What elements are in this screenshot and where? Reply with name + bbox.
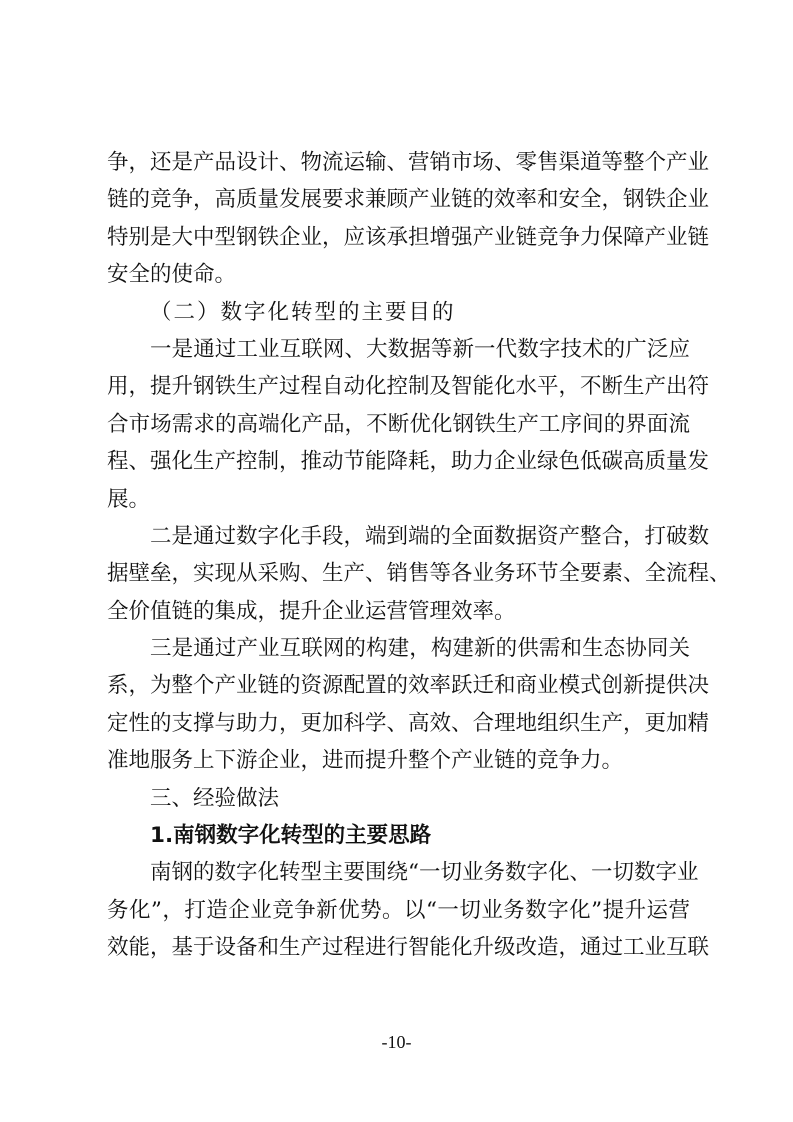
section-heading: 三、经验做法 — [150, 785, 280, 811]
section-subheading: （二）数字化转型的主要目的 — [150, 299, 456, 325]
paragraph-line: 南钢的数字化转型主要围绕“一切业务数字化、一切数字业 — [150, 860, 699, 886]
paragraph-line: 系，为整个产业链的资源配置的效率跃迁和商业模式创新提供决 — [107, 673, 710, 699]
paragraph-line: 展。 — [107, 486, 151, 512]
paragraph-line: 定性的支撑与助力，更加科学、高效、合理地组织生产，更加精 — [107, 710, 710, 736]
paragraph-line: 争，还是产品设计、物流运输、营销市场、零售渠道等整个产业 — [107, 150, 710, 175]
paragraph-line: 效能，基于设备和生产过程进行智能化升级改造，通过工业互联 — [107, 935, 710, 961]
page-number: -10- — [381, 1032, 412, 1052]
subsection-heading: 1.南钢数字化转型的主要思路 — [150, 823, 432, 849]
paragraph-line: 务化”，打造企业竞争新优势。以“一切业务数字化”提升运营 — [107, 897, 690, 923]
paragraph-line: 合市场需求的高端化产品，不断优化钢铁生产工序间的界面流 — [107, 411, 690, 437]
paragraph-line: 三是通过产业互联网的构建，构建新的供需和生态协同关 — [150, 636, 690, 662]
paragraph-line: 二是通过数字化手段，端到端的全面数据资产整合，打破数 — [150, 523, 710, 549]
paragraph-line: 用，提升钢铁生产过程自动化控制及智能化水平，不断生产出符 — [107, 374, 710, 400]
paragraph-line: 特别是大中型钢铁企业，应该承担增强产业链竞争力保障产业链 — [107, 224, 710, 250]
paragraph-line: 安全的使命。 — [107, 262, 237, 288]
paragraph-line: 链的竞争，高质量发展要求兼顾产业链的效率和安全，钢铁企业 — [107, 187, 710, 213]
paragraph-line: 准地服务上下游企业，进而提升整个产业链的竞争力。 — [107, 748, 624, 774]
paragraph-line: 全价值链的集成，提升企业运营管理效率。 — [107, 598, 516, 624]
document-body — [107, 144, 731, 967]
paragraph-line: 程、强化生产控制，推动节能降耗，助力企业绿色低碳高质量发 — [107, 449, 710, 475]
paragraph-line: 据壁垒，实现从采购、生产、销售等各业务环节全要素、全流程、 — [107, 561, 731, 587]
paragraph-line: 一是通过工业互联网、大数据等新一代数字技术的广泛应 — [150, 336, 690, 362]
